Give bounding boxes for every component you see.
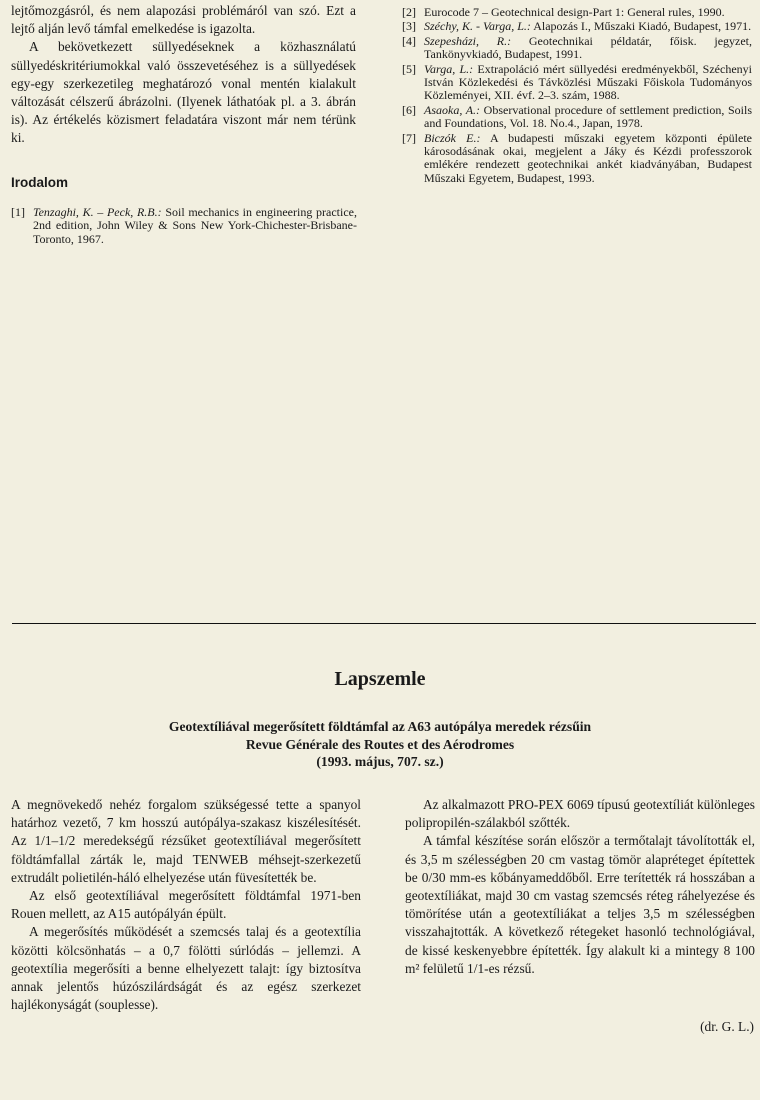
- reference-author: Tenzaghi, K. – Peck, R.B.:: [33, 205, 162, 219]
- paragraph-continuation: lejtőmozgásról, és nem alapozási problémáról van szó. Ezt a lejtő alján levő támfal emelkedése is igazolta.: [11, 3, 356, 37]
- reference-item: [402, 104, 752, 131]
- reference-author: Biczók E.:: [424, 130, 481, 145]
- reference-number: [7]: [402, 130, 416, 145]
- article-paragraph: Az első geotextíliával megerősített földtámfal 1971-ben Rouen mellett, az A15 autópályán épült.: [11, 888, 361, 922]
- reference-details: Alapozás I., Műszaki Kiadó, Budapest, 1971.: [530, 19, 752, 34]
- top-left-column: [11, 2, 356, 148]
- reference-item: [402, 6, 752, 19]
- reference-details: Observational procedure of settlement prediction, Soils and Foundations, Vol. 18. No.4., Japan, 1978.: [424, 102, 753, 131]
- reference-item: [402, 20, 752, 33]
- article-paragraph: A megerősítés működését a szemcsés talaj és a geotextília közötti kölcsönhatás – a 0,7 fölötti súrlódás – jellemzi. A geotextília megerősíti a benne elhelyezett talajt: így biztosítva annak jelentős húzószilárdságát és az egész szerkezet hajlékonyságát (souplesse).: [11, 924, 361, 1013]
- article-paragraph: A megnövekedő nehéz forgalom szükségessé tette a spanyol határhoz vezető, 7 km hosszú autópálya-szakasz kiszélesítését. Az 1/1–1/2 meredekségű rézsűket geotextíliával megerősített földtámfallal zárták le, majd TENWEB méhsejt-szerkezetű extrudált polietilén-háló elhelyezése után füvesítették be.: [11, 797, 361, 885]
- article-left-column: [11, 796, 361, 1014]
- reference-text: [424, 104, 752, 131]
- reference-text: [424, 6, 752, 19]
- section-divider: [12, 623, 756, 624]
- reference-number: [5]: [402, 61, 416, 76]
- reference-author: Szepesházi, R.:: [424, 33, 512, 48]
- article-right-column: [405, 796, 755, 978]
- article-paragraph: Az alkalmazott PRO-PEX 6069 típusú geotextíliát különleges polipropilén-szálakból szőtték.: [405, 797, 755, 831]
- reference-text: [33, 206, 357, 246]
- article-source: Revue Générale des Routes et des Aérodromes: [245, 736, 515, 752]
- reference-author: Asaoka, A.:: [424, 102, 481, 117]
- reference-number: [3]: [402, 19, 416, 34]
- reference-details: Soil mechanics in engineering practice, 2nd edition, John Wiley & Sons New York-Chichester-Brisbane-Toronto, 1967.: [33, 205, 357, 246]
- literature-heading: Irodalom: [11, 175, 69, 190]
- reference-number: [6]: [402, 102, 416, 117]
- reference-details: Geotechnikai példatár, főisk. jegyzet, Tankönyvkiadó, Budapest, 1991.: [424, 33, 753, 62]
- literature-list-left: [11, 206, 357, 247]
- reference-author: Széchy, K. - Varga, L.:: [424, 19, 531, 34]
- reference-item: [402, 63, 752, 103]
- reference-item: [402, 35, 752, 62]
- reference-number: [4]: [402, 33, 416, 48]
- article-paragraph: A támfal készítése során először a termőtalajt távolították el, és 3,5 m szélességben 20 cm vastag tömör alapréteget építettek be 0/30 mm-es kőbányameddőből. Erre terítették rá hosszában a geotextíliákat, majd 30 cm vastag szemcsés réteg ráhelyezése és tömörítése után a geotextíliákat a teljes 3,5 m szélességben visszahajtották. A következő rétegeket hasonló technológiával, de kissé keskenyebbre építették. Így alakult ki a mintegy 8 100 m² felületű 1/1-es rézsű.: [405, 833, 755, 976]
- reference-details: Extrapoláció mért süllyedési eredményekből, Széchenyi István Közlekedési és Távközlési Műszaki Főiskola Tudományos Közleményei, XII. évf. 2–3. szám, 1988.: [424, 61, 752, 103]
- reference-item: [11, 206, 357, 246]
- article-title: Geotextíliával megerősített földtámfal az A63 autópálya meredek rézsűin: [168, 719, 592, 734]
- reference-text: [424, 63, 752, 103]
- literature-list-right: [402, 6, 752, 186]
- section-title: Lapszemle: [334, 668, 426, 690]
- reference-number: [2]: [402, 5, 416, 19]
- reference-text: [424, 20, 752, 33]
- reference-details: A budapesti műszaki egyetem központi épülete károsodásának okai, megjelent a Jáky és Kézdi professzorok emlékére rendezett geotechnikai ankét kiadványában, Budapest Műszaki Egyetem, Budapest, 1993.: [424, 130, 753, 185]
- paragraph-settlement: A bekövetkezett süllyedéseknek a közhasználatú süllyedéskritériumokkal való összevetéséhez is a süllyedések egy-egy szerkezetileg meghatározó vonal mentén kialakult változását célszerű ábrázolni. (Ilyenek láthatóak pl. a 3. ábrán is). Az értékelés közismert feladatára viszont már nem térünk ki.: [11, 39, 356, 146]
- reference-item: [402, 132, 752, 186]
- signature: (dr. G. L.): [700, 1019, 754, 1034]
- reference-details: Eurocode 7 – Geotechnical design-Part 1: General rules, 1990.: [424, 5, 725, 19]
- reference-text: [424, 35, 752, 62]
- article-heading: [0, 718, 760, 771]
- reference-author: Varga, L.:: [424, 61, 474, 76]
- article-issue: (1993. május, 707. sz.): [316, 754, 444, 769]
- reference-number: [1]: [11, 205, 25, 219]
- reference-text: [424, 132, 752, 186]
